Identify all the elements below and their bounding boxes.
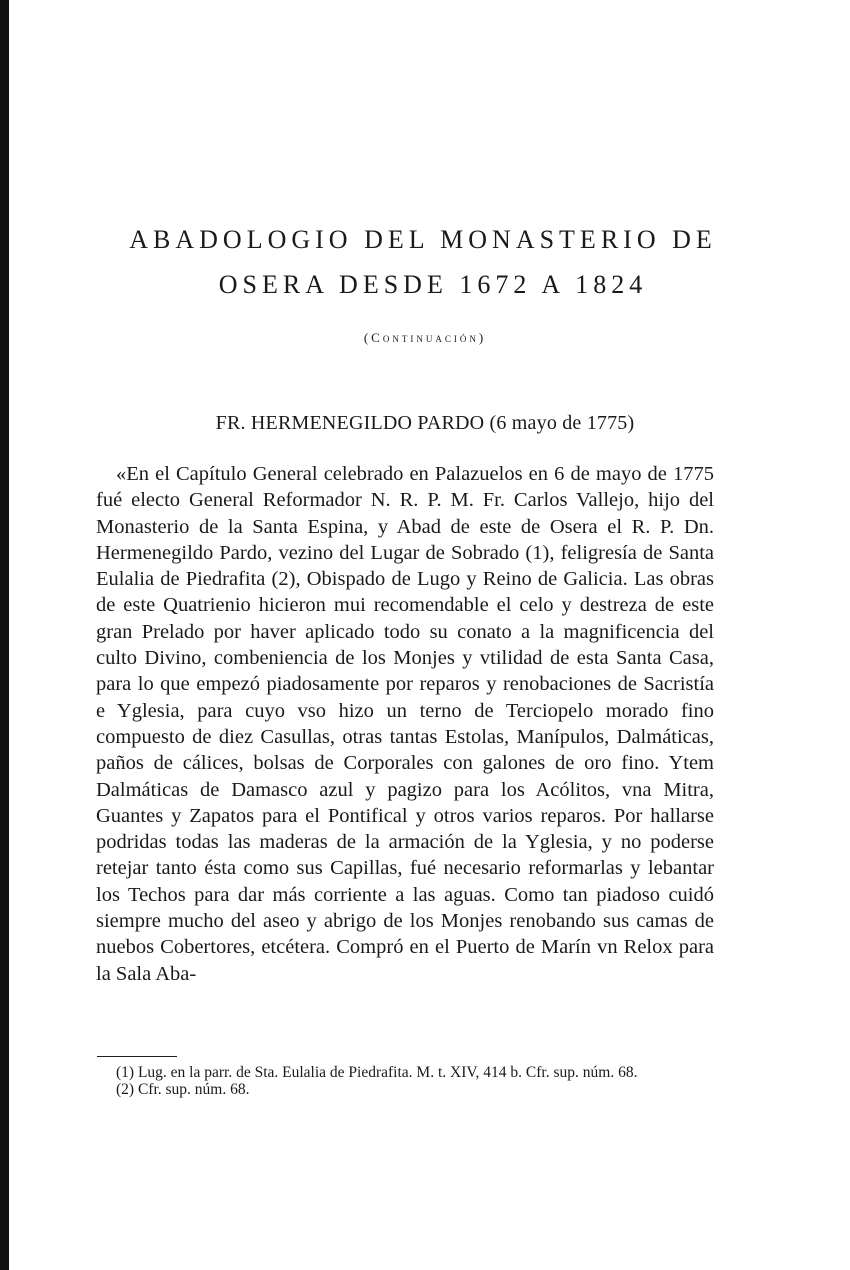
footnote-1: (1) Lug. en la parr. de Sta. Eulalia de Piedrafita. M. t. XIV, 414 b. Cfr. sup. núm. 68. xyxy=(116,1064,638,1081)
footnote-2: (2) Cfr. sup. núm. 68. xyxy=(116,1081,250,1098)
page-binding-edge xyxy=(0,0,9,1270)
body-paragraph: «En el Capítulo General celebrado en Palazuelos en 6 de mayo de 1775 fué electo General Reformador N. R. P. M. Fr. Carlos Vallejo, hijo del Monasterio de la Santa Espina, y Abad de este de Osera el R. P. Dn. Hermenegildo Pardo, vezino del Lugar de Sobrado (1), feligresía de Santa Eulalia de Piedrafita (2), Obispado de Lugo y Reino de Galicia. Las obras de este Quatrienio hicieron mui recomendable el celo y destreza de este gran Prelado por haver aplicado todo su conato a la magnificencia del culto Divino, combeniencia de los Monjes y vtilidad de esta Santa Casa, para lo que empezó piadosamente por reparos y renobaciones de Sacristía e Yglesia, para cuyo vso hizo un terno de Terciopelo morado fino compuesto de diez Casullas, otras tantas Estolas, Manípulos, Dalmáticas, paños de cálices, bolsas de Corporales con galones de oro fino. Ytem Dalmáticas de Damasco azul y pagizo para los Acólitos, vna Mitra, Guantes y Zapatos para el Pontifical y otros varios reparos. Por hallarse podridas todas las maderas de la armación de la Yglesia, y no poderse retejar tanto ésta como sus Capillas, fué necesario reformarlas y lebantar los Techos para dar más corriente a las aguas. Como tan piadoso cuidó siempre mucho del aseo y abrigo de los Monjes renobando sus camas de nuebos Cobertores, etcétera. Compró en el Puerto de Marín vn Relox para la Sala Aba- xyxy=(96,463,714,985)
footnote-divider xyxy=(97,1056,177,1057)
subtitle: (Continuación) xyxy=(363,330,487,345)
title-line-2: OSERA DESDE 1672 A 1824 xyxy=(218,270,648,299)
section-heading: FR. HERMENEGILDO PARDO (6 mayo de 1775) xyxy=(215,412,635,434)
title-line-1: ABADOLOGIO DEL MONASTERIO DE xyxy=(129,225,717,254)
footnotes xyxy=(96,1064,716,1098)
